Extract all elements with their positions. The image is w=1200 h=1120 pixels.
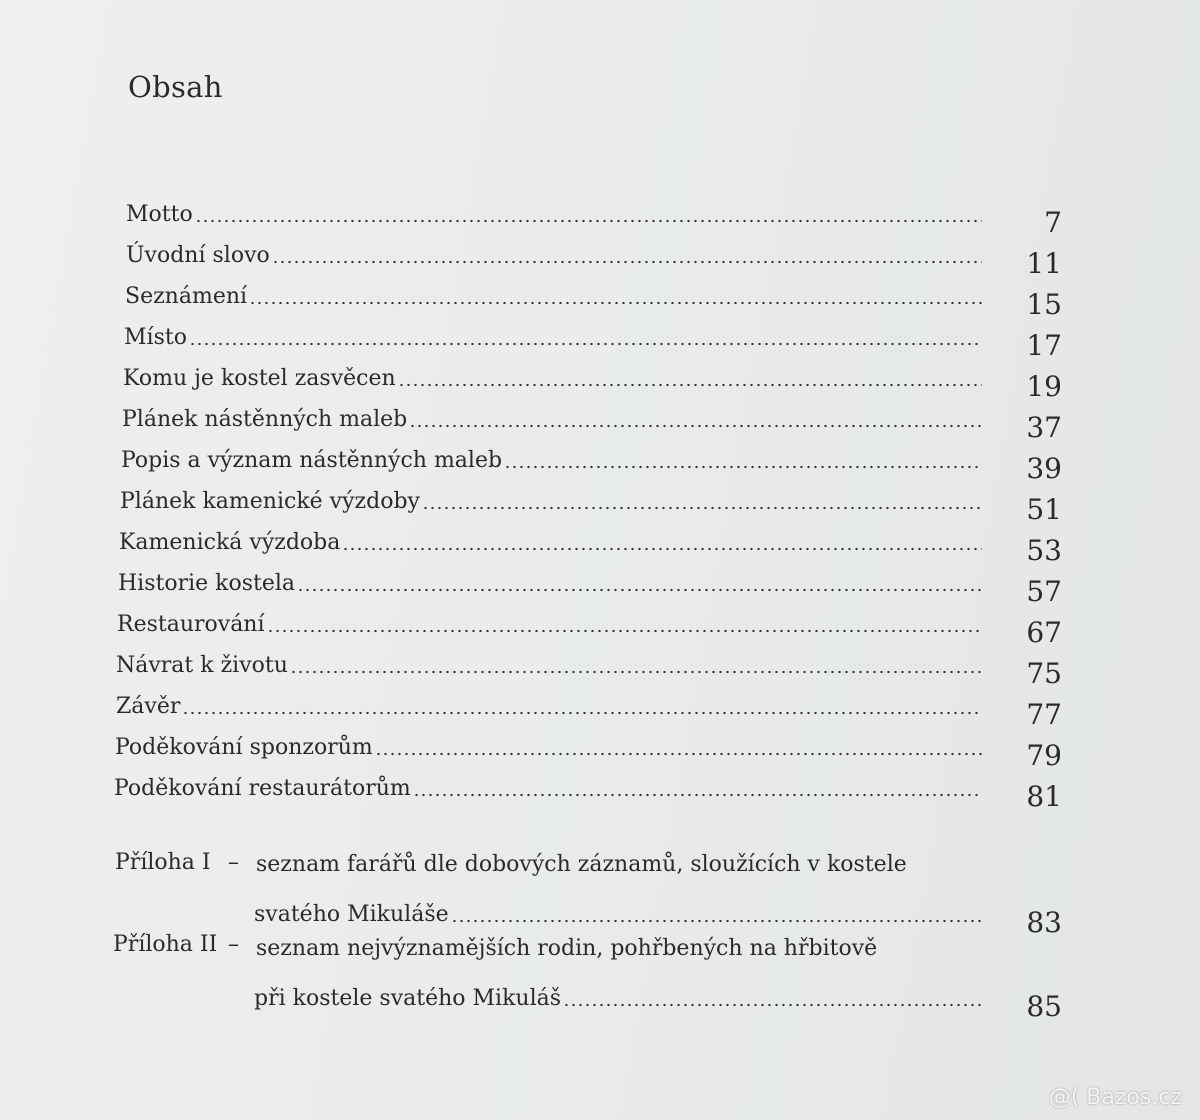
toc-entry-label: Závěr xyxy=(116,694,181,719)
leader-dots xyxy=(267,629,982,633)
toc-entry-page: 77 xyxy=(1026,698,1062,731)
toc-entry-label: Seznámení xyxy=(125,284,248,309)
toc-entry-label: Návrat k životu xyxy=(116,653,288,678)
toc-entry xyxy=(119,516,1062,567)
toc-entry-page: 53 xyxy=(1026,534,1062,567)
appendix-label: Příloha II xyxy=(113,932,218,957)
toc-entry xyxy=(122,393,1062,444)
toc-entry-page: 37 xyxy=(1026,411,1062,444)
appendix-description-cont: svatého Mikuláše xyxy=(254,902,449,927)
toc-entry-page: 15 xyxy=(1026,288,1062,321)
toc-entry xyxy=(120,475,1062,526)
toc-entry-label: Plánek nástěnných maleb xyxy=(122,407,408,432)
toc-entry-page: 7 xyxy=(1044,206,1062,239)
appendix-entry xyxy=(254,888,1062,939)
toc-entry-label: Restaurování xyxy=(117,612,265,637)
leader-dots xyxy=(504,465,982,469)
leader-dots xyxy=(422,506,982,510)
toc-entry-page: 67 xyxy=(1026,616,1062,649)
toc-entry-label: Poděkování restaurátorům xyxy=(114,776,411,801)
toc-entry-page: 17 xyxy=(1026,329,1062,362)
toc-entry xyxy=(118,557,1062,608)
leader-dots xyxy=(195,219,982,223)
toc-entry-page: 39 xyxy=(1026,452,1062,485)
toc-entry-page: 79 xyxy=(1026,739,1062,772)
appendix-entry xyxy=(254,972,1062,1023)
toc-entry-label: Poděkování sponzorům xyxy=(115,735,373,760)
toc-entry-label: Kamenická výzdoba xyxy=(119,530,341,555)
toc-entry-page: 19 xyxy=(1026,370,1062,403)
leader-dots xyxy=(297,588,982,592)
toc-entry xyxy=(124,311,1062,362)
toc-entry-label: Úvodní slovo xyxy=(126,243,270,268)
toc-entry xyxy=(123,352,1062,403)
toc-entry xyxy=(126,229,1062,280)
page-title: Obsah xyxy=(128,70,223,104)
toc-entry-page: 81 xyxy=(1026,780,1062,813)
toc-entry-label: Plánek kamenické výzdoby xyxy=(120,489,420,514)
toc-entry xyxy=(116,680,1062,731)
toc-entry-page: 57 xyxy=(1026,575,1062,608)
toc-entry-page: 75 xyxy=(1026,657,1062,690)
toc-entry-label: Motto xyxy=(126,202,193,227)
toc-entry-label: Historie kostela xyxy=(118,571,296,596)
appendix-description-cont: při kostele svatého Mikuláš xyxy=(254,986,562,1011)
leader-dots xyxy=(272,260,982,264)
watermark: @( Bazos.cz xyxy=(1048,1085,1182,1110)
leader-dots xyxy=(249,301,982,305)
toc-entry xyxy=(115,721,1062,772)
toc-entry xyxy=(117,598,1062,649)
toc-entry xyxy=(114,762,1062,813)
leader-dots xyxy=(563,1003,982,1007)
toc-entry xyxy=(121,434,1062,485)
leader-dots xyxy=(290,670,982,674)
leader-dots xyxy=(375,752,982,756)
appendix-description: seznam nejvýznamějších rodin, pohřbených na hřbitově xyxy=(256,936,878,961)
appendix-description: seznam farářů dle dobových záznamů, sloužících v kostele xyxy=(256,852,907,877)
toc-entry-label: Popis a význam nástěnných maleb xyxy=(121,448,503,473)
toc-entry-page: 11 xyxy=(1026,247,1062,280)
toc-entry xyxy=(125,270,1062,321)
appendix-page: 85 xyxy=(1026,990,1062,1023)
leader-dots xyxy=(451,919,982,923)
appendix-dash: – xyxy=(228,932,239,957)
leader-dots xyxy=(189,342,982,346)
leader-dots xyxy=(342,547,982,551)
toc-entry-label: Komu je kostel zasvěcen xyxy=(123,366,396,391)
appendix-dash: – xyxy=(228,850,239,875)
appendix-page: 83 xyxy=(1026,906,1062,939)
leader-dots xyxy=(182,711,982,715)
toc-entry xyxy=(126,188,1062,239)
toc-entry xyxy=(116,639,1062,690)
leader-dots xyxy=(409,424,982,428)
leader-dots xyxy=(398,383,982,387)
toc-entry-page: 51 xyxy=(1026,493,1062,526)
toc-entry-label: Místo xyxy=(124,325,187,350)
leader-dots xyxy=(413,793,982,797)
appendix-label: Příloha I xyxy=(115,850,211,875)
